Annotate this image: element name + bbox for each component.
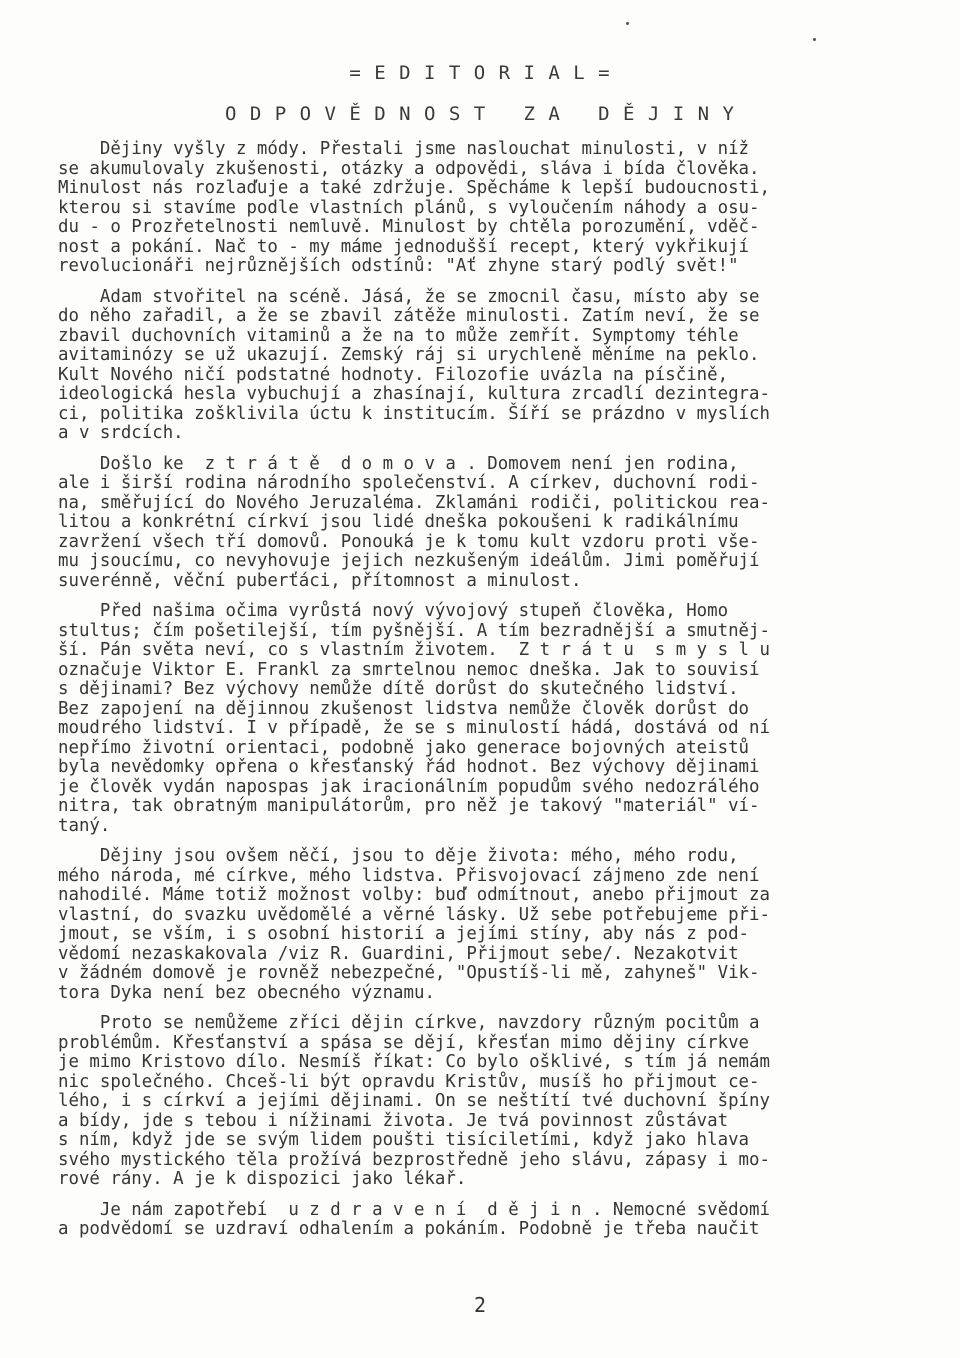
text-line: suverénně, věční puberťáci, přítomnost a minulost. xyxy=(58,570,582,591)
paragraph xyxy=(58,140,918,277)
text-line: ale i širší rodina národního společenství. A církev, duchovní rodi- xyxy=(58,473,760,493)
text-line: tora Dyka není bez obecného významu. xyxy=(58,982,435,1003)
text-line: se akumulovaly zkušenosti, otázky a odpovědi, sláva i bída člověka. xyxy=(58,158,760,179)
text-line: je člověk vydán napospas jak iracionálním popudům svého nedozrálého xyxy=(58,776,760,797)
text-line: svého mystického těla prožívá bezprostředně jeho slávu, zápasy i mo- xyxy=(58,1149,770,1170)
text-line: zavržení všech tří domovů. Ponouká je k tomu kult vzdoru proti vše- xyxy=(58,531,760,552)
text-line: litou a konkrétní církví jsou lidé dneška pokoušeni k radikálnímu xyxy=(58,512,739,532)
text-line: Bez zapojení na dějinnou zkušenost lidstva nemůže člověk dorůst do xyxy=(58,698,750,719)
text-line: lého, i s církví a jejími dějinami. On se neštítí tvé duchovní špíny xyxy=(58,1091,770,1111)
text-line: Proto se nemůžeme zříci dějin církve, navzdory různým pocitům a xyxy=(58,1013,760,1033)
text-line: s ním, když jde se svým lidem poušti tisíciletími, když jako hlava xyxy=(58,1130,750,1150)
text-line: problémům. Křesťanství a spása se dějí, křesťan mimo dějiny církve xyxy=(58,1032,750,1053)
paragraph xyxy=(58,1014,918,1190)
ink-speck xyxy=(813,38,816,41)
text-line: Došlo ke z t r á t ě d o m o v a . Domovem není jen rodina, xyxy=(58,453,739,474)
text-line: nost a pokání. Nač to - my máme jednodušší recept, který vykřikují xyxy=(58,236,750,257)
text-line: stultus; čím pošetilejší, tím pyšnější. A tím bezradnější a smutněj- xyxy=(58,620,770,641)
text-line: nepřímo životní orientaci, podobně jako generace bojovných ateistů xyxy=(58,737,750,758)
text-line: revolucionáři nejrůznějších odstínů: "Ať zhyne starý podlý svět!" xyxy=(58,256,739,276)
text-line: mu jsoucímu, co nevyhovuje jejich nezkušeným ideálům. Jimi poměřují xyxy=(58,551,760,571)
text-line: Je nám zapotřebí u z d r a v e n í d ě j i n . Nemocné svědomí xyxy=(58,1199,770,1220)
text-line: a podvědomí se uzdraví odhalením a pokáním. Podobně je třeba naučit xyxy=(58,1219,760,1239)
text-line: rové rány. A je k dispozici jako lékař. xyxy=(58,1169,467,1189)
text-line: du - o Prozřetelnosti nemluvě. Minulost by chtěla porozumění, vděč- xyxy=(58,217,760,237)
text-line: kterou si stavíme podle vlastních plánů, s vyloučením náhody a osu- xyxy=(58,197,760,218)
ink-speck xyxy=(626,22,629,25)
article-body xyxy=(58,140,918,1251)
text-line: do něho zařadil, a že se zbavil zátěže minulosti. Zatím neví, že se xyxy=(58,306,760,326)
text-line: v žádném domově je rovněž nebezpečné, "Opustíš-li mě, zahyneš" Vik- xyxy=(58,963,760,983)
text-line: Kult Nového ničí podstatné hodnoty. Filozofie uvázla na písčině, xyxy=(58,364,729,385)
text-line: taný. xyxy=(58,815,111,836)
section-heading: = E D I T O R I A L = xyxy=(349,62,611,84)
text-line: avitaminózy se už ukazují. Zemský ráj si urychleně měníme na peklo. xyxy=(58,345,760,365)
text-line: vlastní, do svazku uvědomělé a věrné lásky. Už sebe potřebujeme při- xyxy=(58,904,770,925)
paragraph xyxy=(58,847,918,1003)
paragraph xyxy=(58,288,918,444)
text-line: na, směřující do Nového Jeruzaléma. Zklamáni rodiči, politickou rea- xyxy=(58,492,770,513)
text-line: moudrého lidství. I v případě, že se s minulostí hádá, dostává od ní xyxy=(58,718,770,738)
paragraph xyxy=(58,1201,918,1240)
text-line: Adam stvořitel na scéně. Jásá, že se zmocnil času, místo aby se xyxy=(58,286,760,307)
text-line: ci, politika zošklivila úctu k institucím. Šíří se prázdno v myslích xyxy=(58,403,770,424)
text-line: označuje Viktor E. Frankl za smrtelnou nemoc dneška. Jak to souvisí xyxy=(58,659,760,680)
text-line: nahodilé. Máme totiž možnost volby: buď odmítnout, anebo přijmout za xyxy=(58,885,770,905)
paragraph xyxy=(58,455,918,592)
text-line: nic společného. Chceš-li být opravdu Kristův, musíš ho přijmout ce- xyxy=(58,1071,760,1092)
text-line: ší. Pán světa neví, co s vlastním životem. Z t r á t u s m y s l u xyxy=(58,640,770,660)
page-title: O D P O V Ě D N O S T Z A D Ě J I N Y xyxy=(225,103,735,125)
page-number: 2 xyxy=(473,1293,487,1317)
text-line: Dějiny vyšly z módy. Přestali jsme naslouchat minulosti, v níž xyxy=(58,139,750,159)
text-line: s dějinami? Bez výchovy nemůže dítě dorůst do skutečného lidství. xyxy=(58,679,739,699)
text-line: a v srdcích. xyxy=(58,423,184,443)
text-line: jmout, se vším, i s osobní historií a jejími stíny, aby nás z pod- xyxy=(58,924,750,944)
paragraph xyxy=(58,602,918,836)
text-line: nitra, tak obratným manipulátorům, pro něž je takový "materiál" ví- xyxy=(58,796,760,816)
text-line: zbavil duchovních vitaminů a že na to může zemřít. Symptomy téhle xyxy=(58,325,739,346)
text-line: ideologická hesla vybuchují a zhasínají, kultura zrcadlí dezintegra- xyxy=(58,384,770,404)
text-line: Před našima očima vyrůstá nový vývojový stupeň člověka, Homo xyxy=(58,601,729,621)
text-line: Dějiny jsou ovšem něčí, jsou to děje života: mého, mého rodu, xyxy=(58,846,739,866)
text-line: byla nevědomky opřena o křesťanský řád hodnot. Bez výchovy dějinami xyxy=(58,757,760,777)
text-line: vědomí nezaskakovala /viz R. Guardini, Přijmout sebe/. Nezakotvit xyxy=(58,943,739,964)
text-line: mého národa, mé církve, mého lidstva. Přisvojovací zájmeno zde není xyxy=(58,865,760,886)
text-line: je mimo Kristovo dílo. Nesmíš říkat: Co bylo ošklivé, s tím já nemám xyxy=(58,1052,770,1072)
text-line: a bídy, jde s tebou i nížinami života. Je tvá povinnost zůstávat xyxy=(58,1110,729,1131)
text-line: Minulost nás rozlaďuje a také zdržuje. Spěcháme k lepší budoucnosti, xyxy=(58,178,770,198)
